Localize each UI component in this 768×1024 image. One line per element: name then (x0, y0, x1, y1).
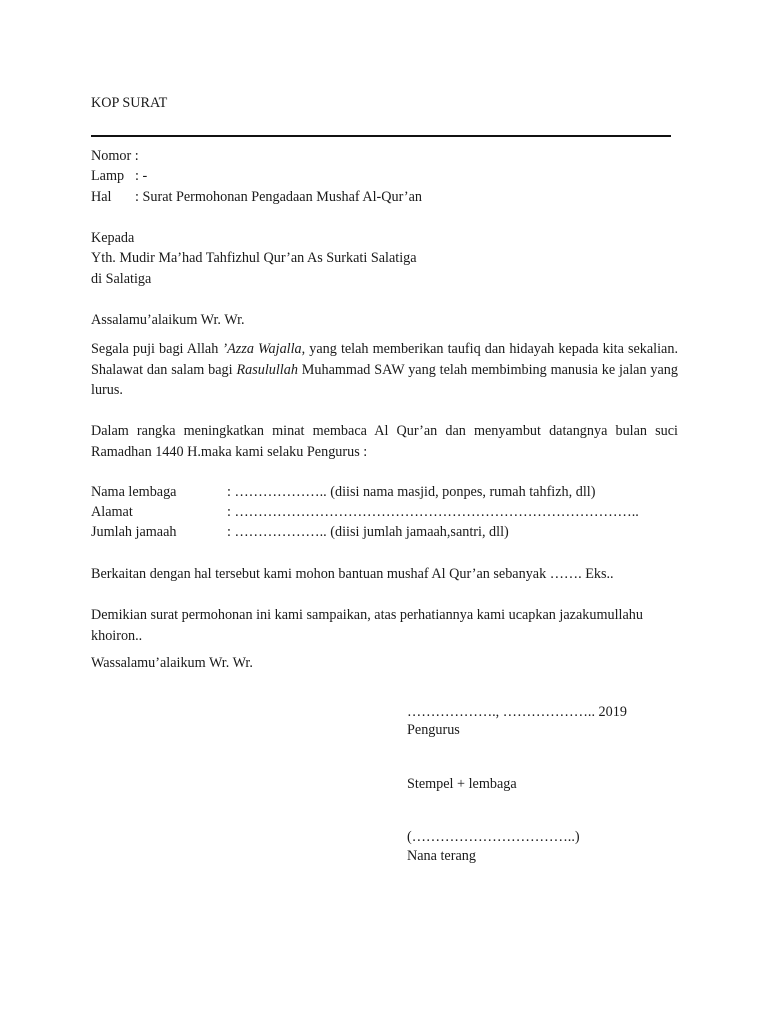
paragraph-closing-remarks (91, 605, 691, 646)
recipient-name: Yth. Mudir Ma’had Tahfizhul Qur’an As Surkati Salatiga (91, 250, 417, 266)
lamp-value: : - (135, 168, 148, 184)
field-value-nama-lembaga: : ……………….. (diisi nama masjid, ponpes, rumah tahfizh, dll) (227, 484, 596, 500)
field-value-jumlah-jamaah: : ……………….. (diisi jumlah jamaah,santri, dll) (227, 524, 509, 540)
praise-text-1: Segala puji bagi Allah (91, 341, 223, 357)
paragraph-request: Berkaitan dengan hal tersebut kami mohon bantuan mushaf Al Qur’an sebanyak ……. Eks.. (91, 566, 614, 582)
paragraph-praise (91, 339, 678, 401)
signature-role: Pengurus (407, 722, 460, 738)
praise-italic-2: Rasulullah (236, 361, 298, 378)
praise-text-2: , yang telah memberikan taufiq dan hidayah kepada kita sekalian. Shalawat dan salam bagi (91, 341, 678, 378)
praise-italic-1: ’Azza Wajalla (222, 341, 302, 357)
letterhead-divider (91, 135, 671, 137)
signature-stamp: Stempel + lembaga (407, 776, 517, 792)
purpose-text: Dalam rangka meningkatkan minat membaca Al Qur’an dan menyambut datangnya bulan suci Ramadhan 1440 H.maka kami selaku Pengurus : (91, 423, 678, 460)
signature-name-blank: (……………………………..) (407, 829, 580, 845)
hal-line (91, 189, 422, 206)
lamp-line (91, 168, 147, 185)
field-label-jumlah-jamaah: Jumlah jamaah (91, 524, 177, 540)
closing-remarks-text: Demikian surat permohonan ini kami sampaikan, atas perhatiannya kami ucapkan jazakumullahu khoiron.. (91, 607, 643, 644)
field-label-nama-lembaga: Nama lembaga (91, 484, 177, 500)
hal-label: Hal (91, 189, 112, 205)
field-label-alamat: Alamat (91, 504, 133, 520)
opening-greeting: Assalamu’alaikum Wr. Wr. (91, 312, 245, 328)
lamp-label: Lamp (91, 168, 125, 184)
signature-place-date: ………………., ……………….. 2019 (407, 704, 627, 720)
closing-greeting: Wassalamu’alaikum Wr. Wr. (91, 655, 253, 671)
hal-value: : Surat Permohonan Pengadaan Mushaf Al-Qur’an (135, 189, 422, 205)
field-value-alamat: : ………………………………………………………………………….. (227, 504, 639, 520)
praise-text-3: Muhammad SAW yang telah membimbing manusia ke jalan yang lurus. (91, 361, 678, 398)
recipient-kepada: Kepada (91, 230, 135, 246)
signature-name-label: Nana terang (407, 848, 476, 864)
paragraph-purpose (91, 421, 678, 462)
nomor-line: Nomor : (91, 148, 139, 164)
recipient-location: di Salatiga (91, 271, 152, 287)
letterhead-title: KOP SURAT (91, 95, 168, 111)
